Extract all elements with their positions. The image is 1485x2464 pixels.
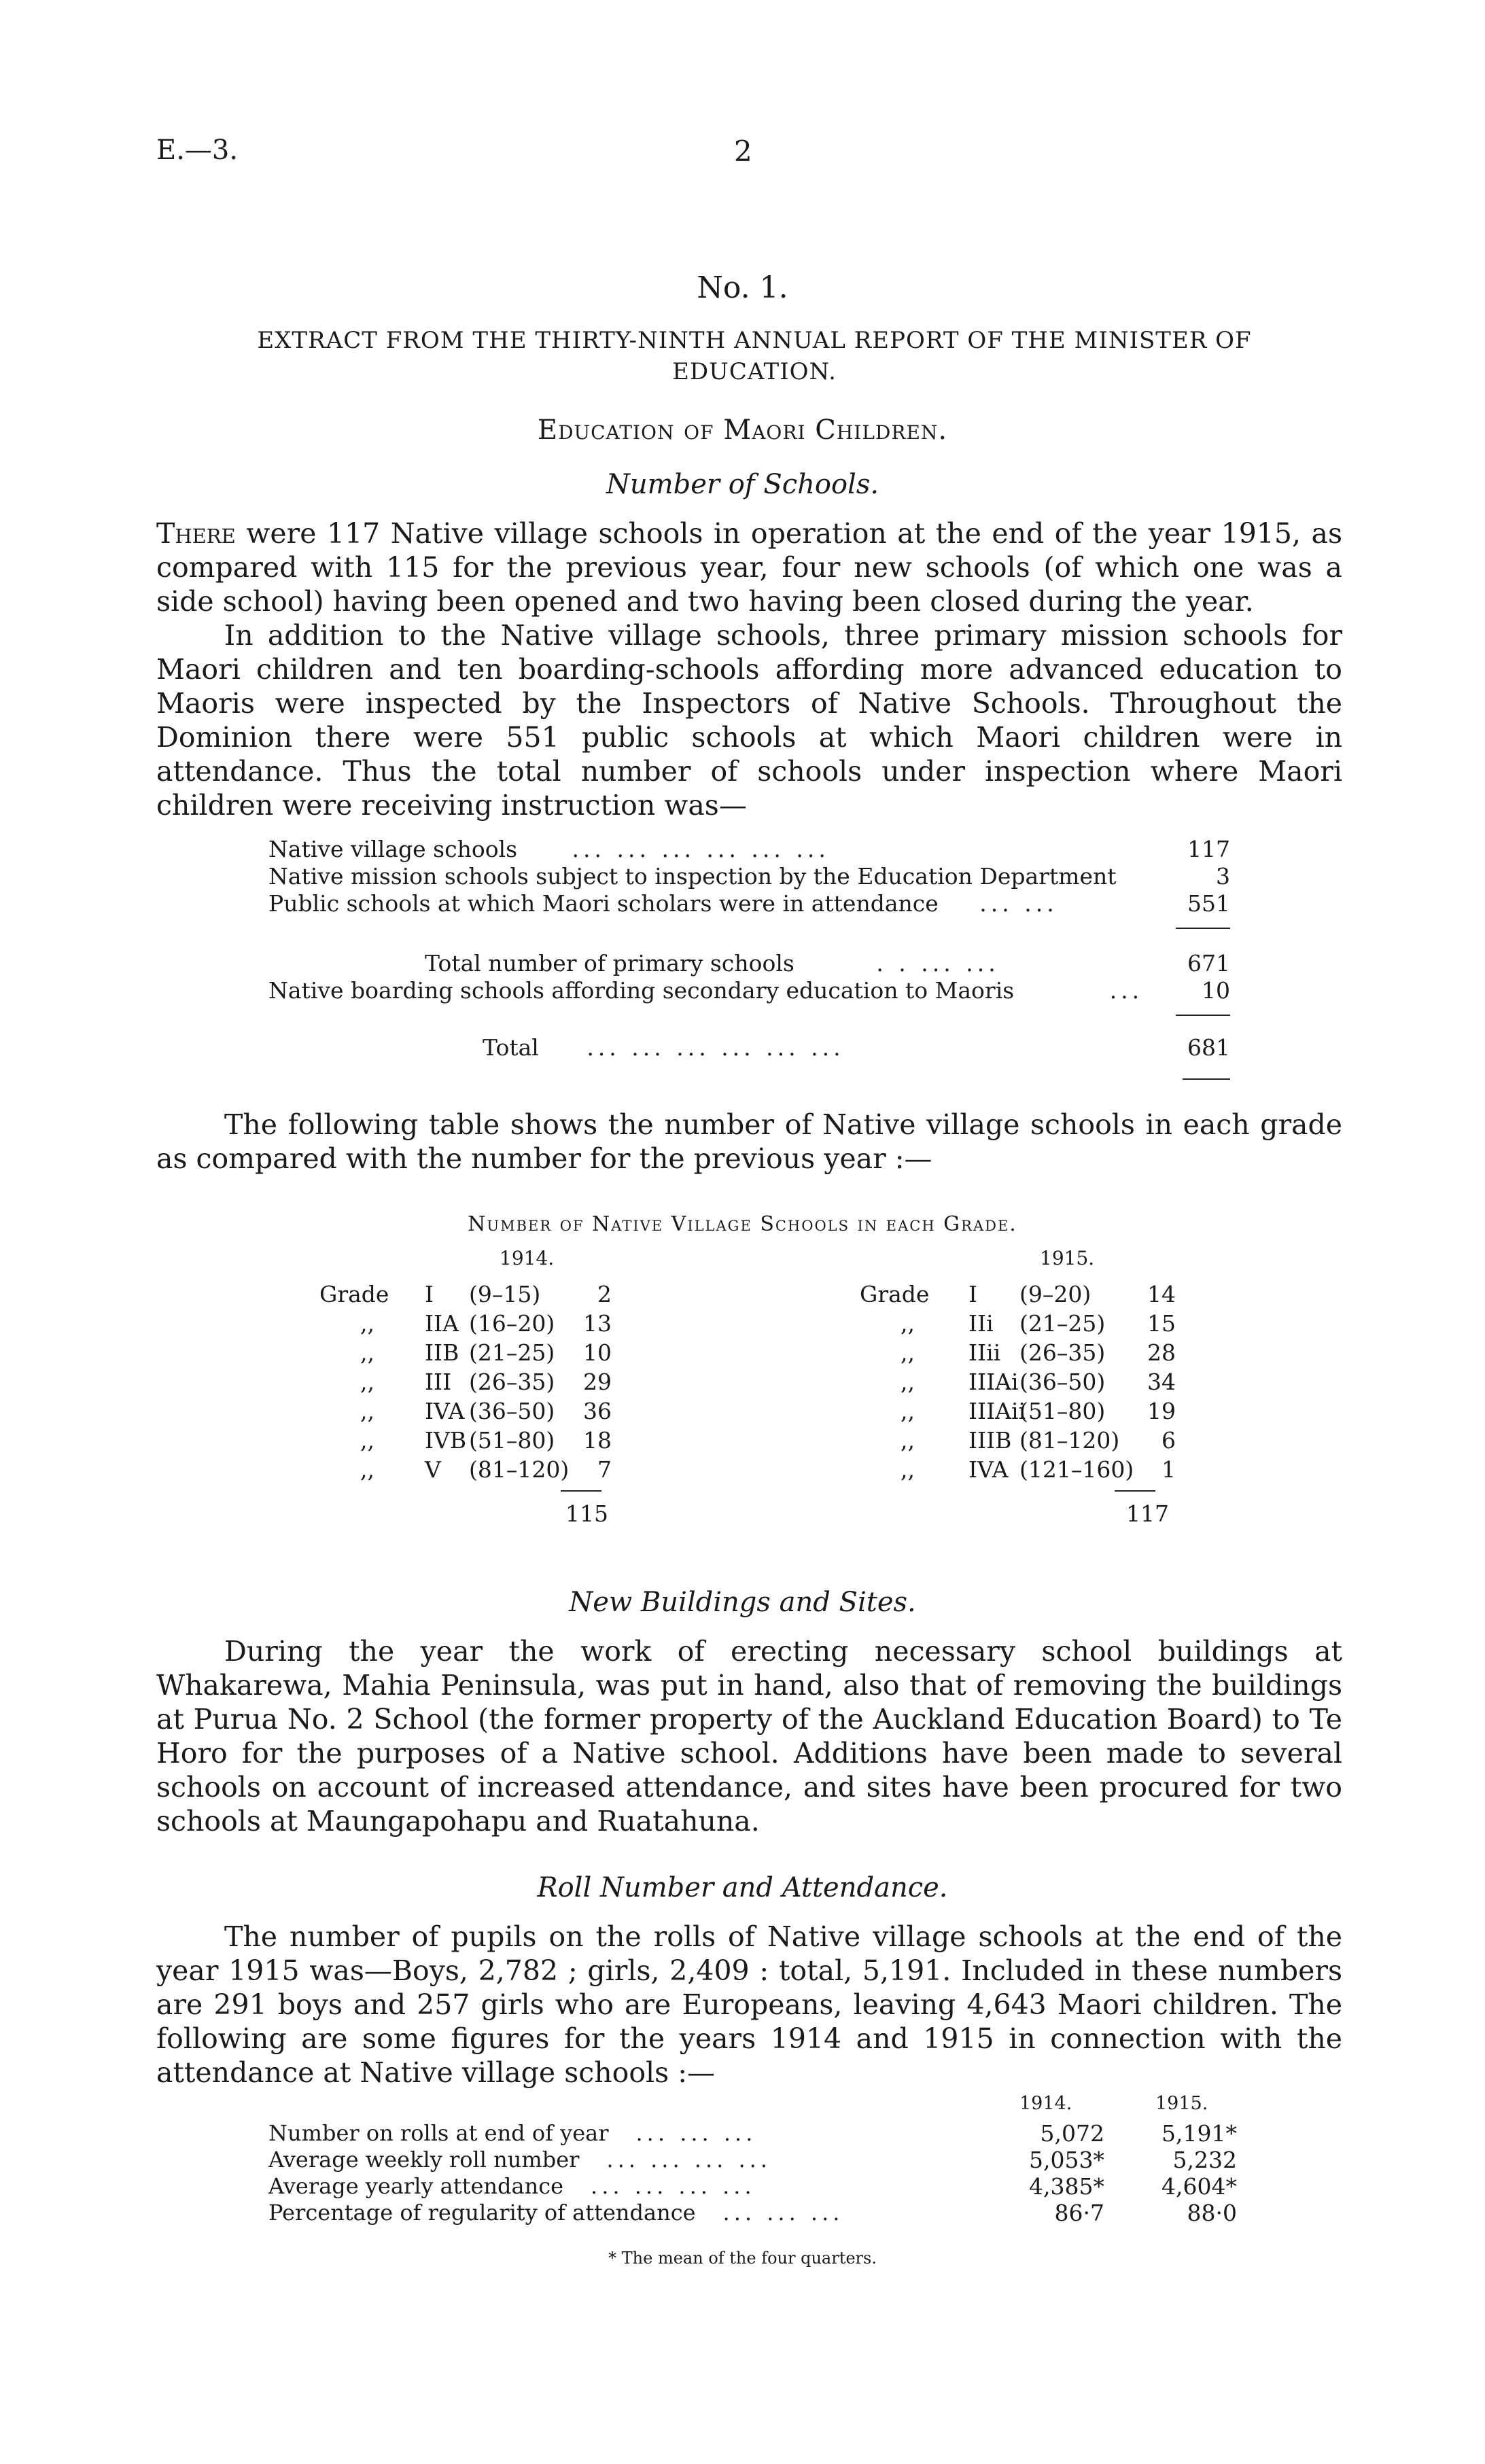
paragraph-1 <box>156 516 1342 618</box>
grade-label: IIIB <box>968 1427 1012 1454</box>
attendance-value-1914: 86·7 <box>1054 2200 1104 2226</box>
list-item-label: Total ... ... ... ... ... ... <box>483 1034 845 1061</box>
list-item-value: 10 <box>1202 977 1230 1004</box>
grade-range: (36–50) <box>469 1398 555 1424</box>
leader-dots: ... ... ... ... <box>591 2173 756 2199</box>
grade-range: (26–35) <box>1019 1339 1106 1366</box>
paragraph-5: The number of pupils on the rolls of Native village schools at the end of the year 1915 was—Boys, 2,782 ; girls, 2,409 : total, 5,191. Included in these numbers are 291 boys and 257 girls who are Europeans, leaving 4,643 Maori children. The following are some figures for the years 1914 and 1915 in connection with the attendance at Native village schools :— <box>156 1920 1342 2089</box>
grade-count: 29 <box>583 1369 612 1395</box>
grade-count: 6 <box>1161 1427 1176 1454</box>
grade-row-prefix: ,, <box>901 1398 915 1424</box>
list-item-value: 681 <box>1187 1034 1230 1061</box>
grade-label: III <box>425 1369 452 1395</box>
attendance-row-label <box>268 2200 843 2225</box>
grade-table-title: Number of Native Village Schools in each Grade. <box>468 1212 1017 1236</box>
attendance-label-text: Number on rolls at end of year <box>268 2120 609 2146</box>
paragraph-2: In addition to the Native village schools, three primary mission schools for Maori children and ten boarding-schools affording more advanced education to Maoris were inspected by the Inspectors of Native Schools. Throughout the Dominion there were 551 public schools at which Maori children were in attendance. Thus the total number of schools under inspection where Maori children were receiving instruction was— <box>156 619 1342 822</box>
document-reference: E.—3. <box>156 135 239 166</box>
paragraph-3: The following table shows the number of Native village schools in each grade as compared with the number for the previous year :— <box>156 1108 1342 1175</box>
attendance-row-label <box>268 2147 771 2172</box>
leader-dots: ... ... ... <box>722 2200 844 2225</box>
paragraph-1-text: were 117 Native village schools in operation at the end of the year 1915, as compared with 115 for the previous year, four new schools (of which one was a side school) having been opened and two having been closed during the year. <box>156 517 1342 618</box>
sum-rule <box>1183 1078 1230 1080</box>
title-line-1: EXTRACT FROM THE THIRTY-NINTH ANNUAL REPORT OF THE MINISTER OF <box>257 327 1252 354</box>
heading-roll-number: Roll Number and Attendance. <box>537 1872 948 1903</box>
grade-range: (26–35) <box>469 1369 555 1395</box>
grade-count: 13 <box>583 1310 612 1337</box>
grade-row-prefix: Grade <box>319 1281 389 1307</box>
grade-count: 34 <box>1147 1369 1176 1395</box>
grade-table-year-1914: 1914. <box>500 1247 555 1269</box>
sum-rule <box>1176 928 1230 929</box>
list-item-label: Native village schools ... ... ... ... ... ... <box>268 836 830 862</box>
grade-count: 18 <box>583 1427 612 1454</box>
grade-range: (9–15) <box>469 1281 541 1307</box>
attendance-label-text: Average weekly roll number <box>268 2147 580 2172</box>
grade-count: 14 <box>1147 1281 1176 1307</box>
paragraph-1-lead: There <box>156 517 236 550</box>
document-number: No. 1. <box>697 270 788 305</box>
grade-label: IIii <box>968 1339 1001 1366</box>
paragraph-4: During the year the work of erecting necessary school buildings at Whakarewa, Mahia Peninsula, was put in hand, also that of removing the buildings at Purua No. 2 School (the former property of the Auckland Education Board) to Te Horo for the purposes of a Native school. Additions have been made to several schools on account of increased attendance, and sites have been procured for two schools at Maungapohapu and Ruatahuna. <box>156 1635 1342 1837</box>
list-item-label: Total number of primary schools . . ... ... <box>425 950 1000 976</box>
attendance-value-1915: 4,604* <box>1161 2173 1237 2200</box>
grade-row-prefix: ,, <box>360 1339 374 1366</box>
grade-label: I <box>968 1281 978 1307</box>
attendance-value-1914: 5,072 <box>1040 2120 1104 2147</box>
grade-count: 7 <box>597 1456 612 1483</box>
grade-label: IVA <box>968 1456 1009 1483</box>
attendance-label-text: Percentage of regularity of attendance <box>268 2200 696 2225</box>
attendance-row-label <box>268 2120 756 2146</box>
grade-range: (51–80) <box>469 1427 555 1454</box>
grade-1914-total: 115 <box>565 1500 608 1527</box>
grade-row-prefix: ,, <box>901 1339 915 1366</box>
grade-count: 36 <box>583 1398 612 1424</box>
grade-label: IIA <box>425 1310 459 1337</box>
list-item-label: Native boarding schools affording secondary education to Maoris ... <box>268 977 1144 1004</box>
footnote: * The mean of the four quarters. <box>608 2249 877 2268</box>
attendance-value-1914: 4,385* <box>1029 2173 1104 2200</box>
grade-1915-total-rule <box>1115 1490 1155 1492</box>
heading-new-buildings: New Buildings and Sites. <box>569 1587 916 1618</box>
grade-range: (16–20) <box>469 1310 555 1337</box>
grade-range: (81–120) <box>469 1456 570 1483</box>
grade-range: (36–50) <box>1019 1369 1106 1395</box>
list-item-value: 551 <box>1187 890 1230 917</box>
list-item-value: 3 <box>1216 863 1230 890</box>
grade-table-year-1915: 1915. <box>1040 1247 1095 1269</box>
page-number: 2 <box>734 135 752 168</box>
attendance-value-1915: 5,232 <box>1172 2147 1237 2173</box>
grade-row-prefix: ,, <box>360 1310 374 1337</box>
leader-dots: ... ... ... ... <box>606 2147 771 2172</box>
grade-label: IIi <box>968 1310 994 1337</box>
grade-label: IIIAii <box>968 1398 1026 1424</box>
grade-label: IVA <box>425 1398 465 1424</box>
attendance-row-label <box>268 2173 756 2199</box>
list-item-value: 117 <box>1187 836 1230 862</box>
list-item-value: 671 <box>1187 950 1230 976</box>
attendance-value-1914: 5,053* <box>1029 2147 1104 2173</box>
attendance-value-1915: 5,191* <box>1161 2120 1237 2147</box>
heading-number-of-schools: Number of Schools. <box>606 469 879 500</box>
grade-count: 19 <box>1147 1398 1176 1424</box>
grade-label: I <box>425 1281 434 1307</box>
grade-count: 1 <box>1161 1456 1176 1483</box>
grade-label: IIB <box>425 1339 459 1366</box>
attendance-year-1915: 1915. <box>1155 2093 1208 2114</box>
grade-count: 10 <box>583 1339 612 1366</box>
sum-rule <box>1176 1015 1230 1016</box>
grade-label: IIIAi <box>968 1369 1019 1395</box>
grade-row-prefix: ,, <box>901 1427 915 1454</box>
grade-range: (21–25) <box>1019 1310 1106 1337</box>
document-title <box>177 325 1332 387</box>
section-title: Education of Maori Children. <box>537 415 948 446</box>
grade-row-prefix: ,, <box>360 1398 374 1424</box>
grade-row-prefix: ,, <box>901 1369 915 1395</box>
list-item-label: Native mission schools subject to inspection by the Education Department <box>268 863 1117 890</box>
grade-row-prefix: ,, <box>360 1456 374 1483</box>
grade-count: 28 <box>1147 1339 1176 1366</box>
grade-row-prefix: ,, <box>360 1369 374 1395</box>
grade-1915-total: 117 <box>1126 1500 1169 1527</box>
grade-count: 2 <box>597 1281 612 1307</box>
leader-dots: ... ... ... <box>635 2120 757 2146</box>
grade-range: (21–25) <box>469 1339 555 1366</box>
grade-range: (81–120) <box>1019 1427 1120 1454</box>
grade-row-prefix: ,, <box>360 1427 374 1454</box>
attendance-value-1915: 88·0 <box>1187 2200 1237 2226</box>
title-line-2: EDUCATION. <box>672 358 837 385</box>
grade-row-prefix: Grade <box>860 1281 930 1307</box>
grade-range: (51–80) <box>1019 1398 1106 1424</box>
list-item-label: Public schools at which Maori scholars were in attendance ... ... <box>268 890 1058 917</box>
grade-row-prefix: ,, <box>901 1310 915 1337</box>
grade-range: (9–20) <box>1019 1281 1091 1307</box>
grade-1914-total-rule <box>561 1490 601 1492</box>
grade-row-prefix: ,, <box>901 1456 915 1483</box>
grade-label: V <box>425 1456 441 1483</box>
attendance-label-text: Average yearly attendance <box>268 2173 564 2199</box>
grade-label: IVB <box>425 1427 467 1454</box>
grade-count: 15 <box>1147 1310 1176 1337</box>
grade-range: (121–160) <box>1019 1456 1134 1483</box>
attendance-year-1914: 1914. <box>1019 2093 1072 2114</box>
